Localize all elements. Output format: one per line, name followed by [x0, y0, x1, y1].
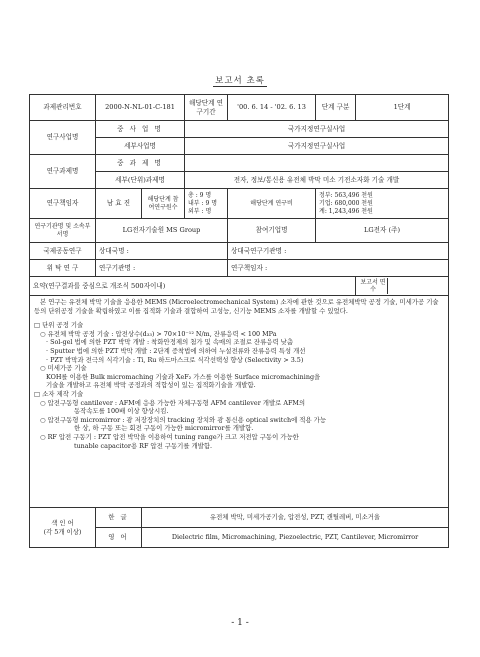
participants-counts [185, 189, 228, 219]
abstract-table [29, 94, 449, 548]
summary-line: ○ RF 압전 구동기 : PZT 압전 박막을 이용하여 tuning range가 크고 저전압 구동이 가능한 [40, 432, 299, 441]
project-no: 2000-N-NL-01-C-181 [96, 95, 185, 121]
project-no-label: 과제관리번호 [30, 95, 96, 121]
summary-line: ○ 압전구동형 cantilever : AFM에 응용 가능한 자체구동형 AFM cantilever 개발로 AFM의 [40, 398, 306, 407]
task-label: 연구과제명 [30, 155, 96, 189]
summary-line: · Sol-gel 법에 의한 PZT 박막 개발 : 착화안정제의 첨가 및 속매의 조절로 잔류응력 낮춤 [46, 338, 293, 347]
consign-lead [228, 260, 449, 277]
keywords-label-text: 색 인 어 [51, 519, 74, 528]
total-label: 총 : [188, 191, 198, 199]
sum-value: 1,243,496 천원 [328, 207, 373, 215]
report-pages-label: 보고서 면수 [359, 278, 388, 294]
intl-org [228, 243, 449, 260]
business-main-label: 중 사 업 명 [96, 121, 185, 138]
gov-label: 정부: [319, 191, 333, 199]
gov-value: 563,496 천원 [334, 191, 373, 199]
summary-line: 기술을 개발하고 유전체 박막 공정과의 적합성이 있는 집적화기술을 개발함. [46, 381, 256, 390]
keywords-kor-label: 한 글 [96, 508, 142, 528]
period-label: 해당단계 연구기간 [185, 95, 228, 121]
stage: 1단계 [356, 95, 449, 121]
summary-line: KOH를 이용한 Bulk micromaching 기술과 XeF₂ 가스를 이용한 Surface micromachining을 [46, 372, 321, 381]
total-count: 9 명 [199, 191, 212, 199]
partner-label: 참여기업명 [228, 219, 316, 243]
sum-label: 계: [319, 207, 327, 215]
keywords-eng: Dielectric film, Micromachining, Piezoelectric, PZT, Cantilever, Micromirror [142, 528, 449, 548]
summary-line: · PZT 박막과 전극의 식각기술 : Ti, Ru 하드마스크로 식각선택성 향상 (Selectivity > 3.5) [46, 355, 304, 364]
intl-country-label: 상대국명 : [99, 246, 129, 255]
external-count: 명 [205, 207, 212, 215]
keywords-kor: 유전체 박막, 미세가공기술, 압전성, PZT, 캔틸레버, 미소거울 [142, 508, 449, 528]
org-label: 연구기관명 및 소속부서명 [30, 219, 96, 243]
summary-line: 동작속도를 100배 이상 향상시킴. [74, 407, 169, 416]
period: '00. 6. 14 - '02. 6. 13 [228, 95, 316, 121]
researcher-name: 남 효 진 [96, 189, 142, 219]
stage-label: 단계 구분 [316, 95, 356, 121]
keywords-label [30, 508, 96, 548]
keywords-eng-label: 영 어 [96, 528, 142, 548]
task-sub-value: 전자, 정보/통신용 유전체 박막 미소 기전소자화 기술 개발 [185, 172, 449, 189]
cost-label: 해당단계 연구비 [228, 189, 316, 219]
summary-line: ○ 유전체 박막 공정 기술 : 압전상수(d₃₃) > 70×10⁻¹² N/m, 잔류응력 < 100 MPa [40, 329, 277, 338]
document-title: 보고서 초록 [215, 76, 265, 86]
business-sub-label: 세부사업명 [96, 138, 185, 155]
internal-count: 9 명 [205, 199, 217, 207]
corp-label: 기업: [319, 199, 333, 207]
partner-value: LG전자 (주) [316, 219, 449, 243]
section-unit-process: □ 단위 공정 기술 [34, 321, 84, 330]
task-main-label: 중 과 제 명 [96, 155, 185, 172]
summary-line: ○ 미세가공 기술 [40, 364, 87, 373]
consign-org-label: 연구기관명 : [99, 263, 136, 272]
researcher-label: 연구책임자 [30, 189, 96, 219]
cost-values [316, 189, 449, 219]
summary-label: 요약(연구결과를 중심으로 개조식 500자이내) [30, 277, 356, 296]
task-sub-label: 세부(단위)과제명 [96, 172, 185, 189]
org-value: LG전자기술원 MS Group [96, 219, 228, 243]
consign-label: 위 탁 연 구 [30, 260, 96, 277]
intl-org-label: 상대국연구기관명 : [231, 246, 287, 255]
summary-body [30, 296, 449, 508]
participants-label: 해당단계 참여연구원수 [142, 189, 185, 219]
task-main-value [185, 155, 449, 172]
keywords-sublabel: (각 5개 이상) [43, 527, 82, 536]
summary-line: 한 상, 하 구동 또는 회전 구동이 가능한 micromirror를 개발함. [74, 424, 254, 433]
business-main-value: 국가지정연구실사업 [185, 121, 449, 138]
summary-line: ○ 압전구동형 micromirror : 광 저장장치의 tracking 장치와 광 통신용 optical switch에 적용 가능 [40, 415, 326, 424]
business-label: 연구사업명 [30, 121, 96, 155]
summary-line: tunable capacitor용 RF 압전 구동기를 개발함. [74, 441, 213, 450]
corp-value: 680,000 천원 [334, 199, 373, 207]
intl-label: 국제공동연구 [30, 243, 96, 260]
internal-label: 내부 : [188, 199, 204, 207]
business-sub-value: 국가지정연구실사업 [185, 138, 449, 155]
summary-line: · Sputter 법에 의한 PZT 박막 개발 : 2단계 증착법에 의하여 누설전류와 잔류응력 특성 개선 [46, 346, 306, 355]
external-label: 외부 : [188, 207, 204, 215]
consign-lead-label: 연구책임자 : [231, 263, 268, 272]
consign-org [96, 260, 228, 277]
summary-intro: 본 연구는 유전체 박막 기술을 응용한 MEMS (Microelectromechanical System) 소자에 관한 것으로 유전체박막 공정 기술, 미세가공 기술 등의 단위공정 기술을 확립하였고 이를 집적화 기술과 결합하여 고성능, 신기능 MEMS 소자를 개발할 수 있었다. [34, 298, 439, 315]
intl-country [96, 243, 228, 260]
page-number: - 1 - [231, 618, 249, 628]
section-device-fabrication: □ 소자 제작 기술 [34, 389, 84, 398]
abstract-table-wrapper [29, 94, 448, 548]
report-pages [356, 277, 449, 296]
